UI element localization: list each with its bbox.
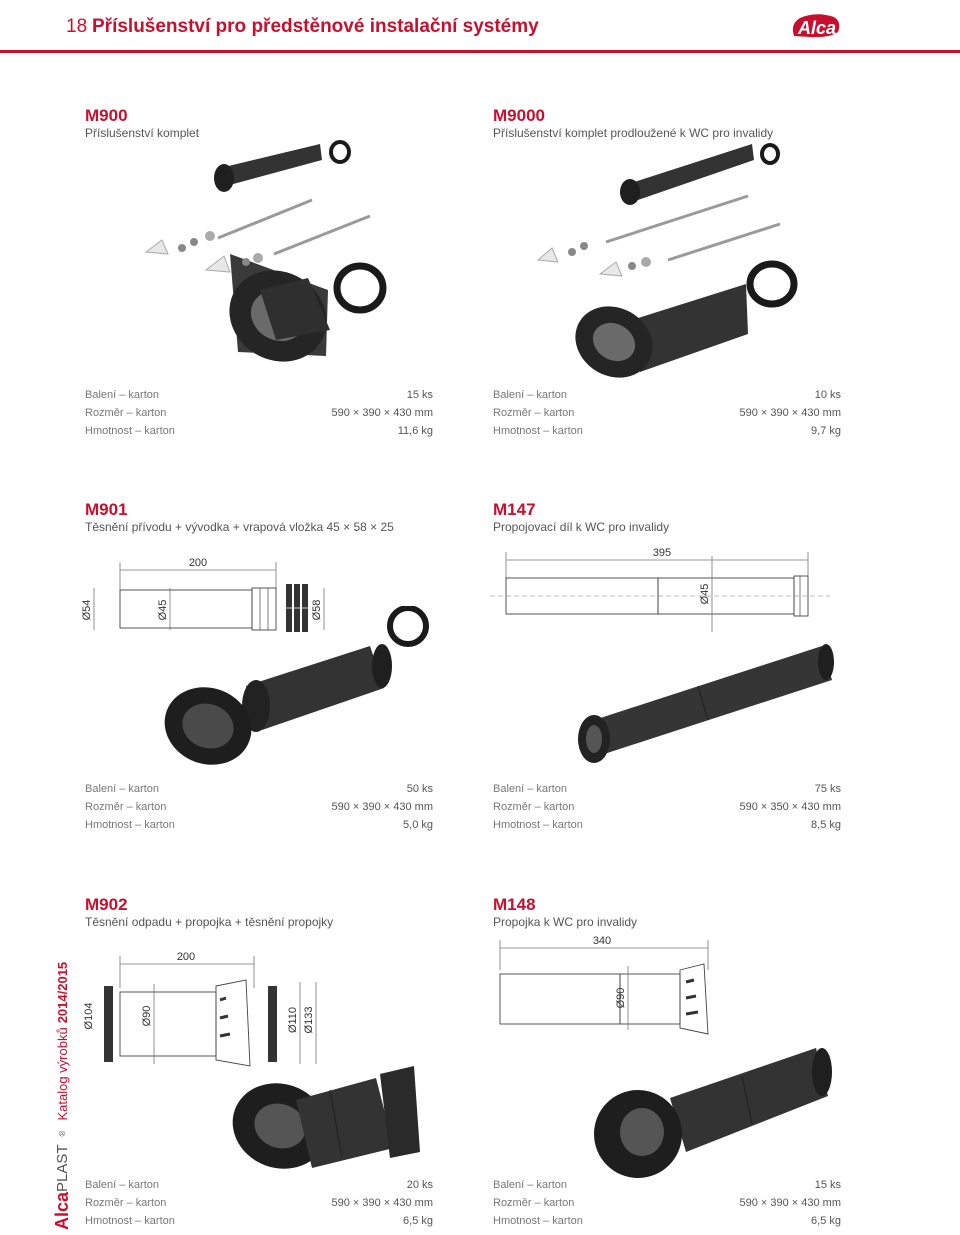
product-m902-drawing [80, 942, 340, 1072]
product-m901-specs [85, 780, 433, 834]
product-m148-photo [590, 1040, 840, 1180]
spec-label-size: Rozměr – karton [85, 801, 167, 813]
spec-value-size: 590 × 390 × 430 mm [739, 1197, 841, 1209]
spec-label-weight: Hmotnost – karton [85, 425, 175, 437]
dimension-label: Ø133 [303, 1006, 315, 1034]
spec-value-packing: 50 ks [406, 783, 433, 795]
dimension-label: Ø90 [615, 987, 627, 1009]
page-title: Příslušenství pro předstěnové instalační systémy [92, 16, 539, 37]
spec-label-size: Rozměr – karton [85, 407, 167, 419]
product-description: Těsnění přívodu + vývodka + vrapová vložka 45 × 58 × 25 [85, 520, 394, 534]
spec-label-packing: Balení – karton [493, 783, 567, 795]
spec-label-size: Rozměr – karton [493, 407, 575, 419]
spec-row [493, 404, 841, 422]
spec-row [85, 1176, 433, 1194]
spec-value-packing: 15 ks [406, 389, 433, 401]
product-m9000-specs [493, 386, 841, 440]
sidebar-year: 2014/2015 [54, 961, 70, 1024]
spec-value-weight: 6,5 kg [403, 1215, 433, 1227]
spec-row [85, 404, 433, 422]
technical-drawing [490, 542, 830, 642]
product-code: M901 [85, 500, 128, 519]
page-number: 18 [66, 16, 88, 37]
spec-row [85, 798, 433, 816]
spec-value-weight: 9,7 kg [811, 425, 841, 437]
spec-label-packing: Balení – karton [85, 1179, 159, 1191]
product-code: M148 [493, 895, 536, 914]
sidebar-reg-mark: ® [57, 1130, 67, 1137]
spec-value-packing: 75 ks [814, 783, 841, 795]
dimension-label: Ø45 [699, 583, 711, 605]
logo-text: Alca [798, 18, 837, 38]
dimension-label: Ø110 [287, 1006, 299, 1034]
wc-connector-illustration [590, 1040, 840, 1180]
spec-label-weight: Hmotnost – karton [493, 819, 583, 831]
spec-label-weight: Hmotnost – karton [493, 425, 583, 437]
spec-row [493, 422, 841, 440]
accessory-kit-illustration [120, 130, 420, 380]
product-code: M900 [85, 106, 128, 125]
product-description: Propojka k WC pro invalidy [493, 915, 638, 929]
spec-label-size: Rozměr – karton [493, 1197, 575, 1209]
dimension-label: Ø45 [157, 599, 169, 621]
product-m900-photo [120, 130, 420, 380]
spec-value-size: 590 × 390 × 430 mm [331, 407, 433, 419]
product-m902-photo [200, 1060, 430, 1178]
sidebar-brand-alca: Alca [51, 1191, 72, 1230]
product-m147-heading [493, 500, 841, 535]
sidebar-brand-plast: PLAST [53, 1144, 71, 1192]
product-description: Příslušenství komplet prodloužené k WC pro invalidy [493, 126, 774, 140]
product-description: Propojovací díl k WC pro invalidy [493, 520, 670, 534]
technical-drawing [490, 930, 830, 1040]
spec-value-size: 590 × 350 × 430 mm [739, 801, 841, 813]
dimension-label: Ø54 [81, 599, 93, 621]
spec-value-weight: 8,5 kg [811, 819, 841, 831]
product-description: Příslušenství komplet [85, 126, 200, 140]
spec-label-weight: Hmotnost – karton [85, 1215, 175, 1227]
product-code: M9000 [493, 106, 545, 125]
spec-label-packing: Balení – karton [85, 783, 159, 795]
spec-value-packing: 15 ks [814, 1179, 841, 1191]
spec-row [493, 1176, 841, 1194]
header-rule [0, 50, 960, 53]
product-code: M902 [85, 895, 128, 914]
product-m9000-photo [520, 138, 820, 378]
product-m900-specs [85, 386, 433, 440]
spec-label-packing: Balení – karton [493, 389, 567, 401]
spec-label-packing: Balení – karton [493, 1179, 567, 1191]
spec-label-size: Rozměr – karton [493, 801, 575, 813]
spec-row [493, 780, 841, 798]
spec-value-weight: 6,5 kg [811, 1215, 841, 1227]
spec-value-weight: 5,0 kg [403, 819, 433, 831]
dimension-label: 340 [592, 935, 612, 947]
spec-row [85, 1194, 433, 1212]
spec-value-packing: 20 ks [406, 1179, 433, 1191]
product-m901-photo [150, 606, 440, 776]
alca-logo [790, 14, 842, 38]
dimension-label: 200 [188, 557, 208, 569]
spec-row [493, 1194, 841, 1212]
product-m147-photo [560, 640, 850, 770]
seal-and-connector-illustration [200, 1060, 430, 1178]
product-code: M147 [493, 500, 536, 519]
spec-value-size: 590 × 390 × 430 mm [739, 407, 841, 419]
spec-row [493, 798, 841, 816]
dimension-label: 200 [176, 951, 196, 963]
spec-label-weight: Hmotnost – karton [493, 1215, 583, 1227]
spec-value-size: 590 × 390 × 430 mm [331, 1197, 433, 1209]
spec-row [85, 780, 433, 798]
catalog-sidebar-text [48, 961, 76, 1230]
product-m902-heading [85, 895, 433, 930]
product-m901-heading [85, 500, 433, 535]
page-header [0, 0, 960, 50]
spec-row [85, 1212, 433, 1230]
dimension-label: 395 [652, 547, 672, 559]
connector-tube-illustration [560, 640, 850, 770]
dimension-label: Ø104 [83, 1002, 95, 1030]
extended-accessory-kit-illustration [520, 138, 820, 378]
product-m147-specs [493, 780, 841, 834]
sidebar-catalog-text: Katalog výrobků [54, 1027, 70, 1121]
spec-row [493, 386, 841, 404]
technical-drawing [80, 942, 340, 1072]
product-description: Těsnění odpadu + propojka + těsnění propojky [85, 915, 334, 929]
product-m148-specs [493, 1176, 841, 1230]
spec-row [85, 816, 433, 834]
dimension-label: Ø58 [311, 599, 323, 621]
product-m147-drawing [490, 542, 830, 642]
spec-row [85, 386, 433, 404]
spec-value-size: 590 × 390 × 430 mm [331, 801, 433, 813]
product-m148-heading [493, 895, 841, 930]
spec-value-packing: 10 ks [814, 389, 841, 401]
seal-and-tube-illustration [150, 606, 440, 776]
spec-label-weight: Hmotnost – karton [85, 819, 175, 831]
product-m9000-heading [493, 106, 841, 141]
spec-label-size: Rozměr – karton [85, 1197, 167, 1209]
spec-row [493, 1212, 841, 1230]
product-m148-drawing [490, 930, 830, 1040]
product-m902-specs [85, 1176, 433, 1230]
spec-row [493, 816, 841, 834]
spec-row [85, 422, 433, 440]
spec-value-weight: 11,6 kg [397, 425, 433, 437]
dimension-label: Ø90 [141, 1005, 153, 1027]
catalog-sidebar [48, 961, 76, 1230]
spec-label-packing: Balení – karton [85, 389, 159, 401]
